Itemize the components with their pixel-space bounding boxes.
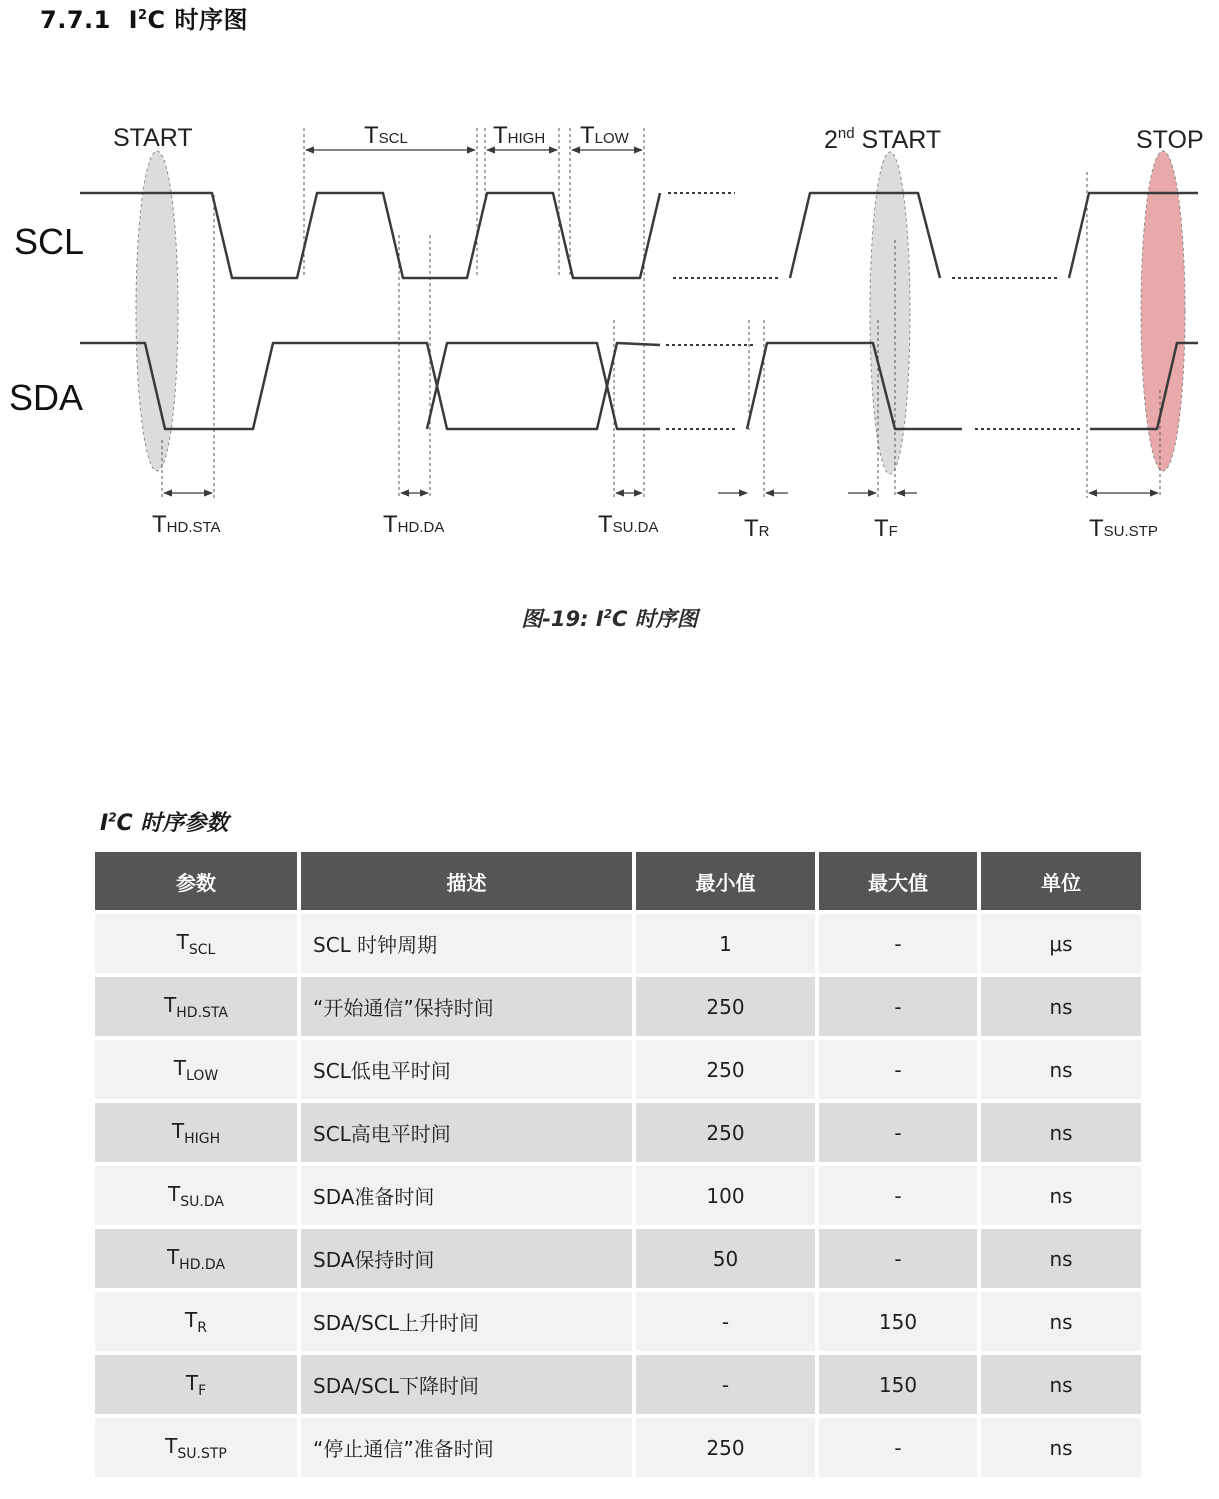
caption-sup: 2 — [603, 607, 613, 621]
timing-parameters-table — [91, 848, 1145, 1481]
cell-min: 1 — [636, 914, 815, 973]
cell-param: $T_{HIGH}$ — [95, 1103, 297, 1162]
t-r-t: T — [744, 515, 759, 542]
t-hd-sta-sub: HD.STA — [166, 519, 221, 536]
table-title — [100, 806, 228, 837]
table-row — [95, 1040, 1141, 1099]
cell-max: - — [819, 977, 977, 1036]
start-label: START — [113, 124, 193, 152]
cell-min: - — [636, 1355, 815, 1414]
cell-desc: “开始通信”保持时间 — [301, 977, 632, 1036]
sda-waveform — [80, 343, 1198, 429]
cell-desc: SDA/SCL下降时间 — [301, 1355, 632, 1414]
t-high-label — [493, 122, 545, 149]
caption-post: C 时序图 — [612, 607, 698, 631]
t-su-da-t: T — [598, 511, 613, 538]
cell-max: - — [819, 1229, 977, 1288]
section-title-post: C 时序图 — [147, 6, 249, 34]
stop-label: STOP — [1136, 126, 1204, 154]
t-low-t: T — [580, 122, 595, 149]
t-f-sub: F — [888, 523, 898, 540]
cell-min: 250 — [636, 1040, 815, 1099]
cell-desc: SCL高电平时间 — [301, 1103, 632, 1162]
t-hd-sta-t: T — [152, 511, 167, 538]
table-row — [95, 1103, 1141, 1162]
cell-param: $T_{HD.DA}$ — [95, 1229, 297, 1288]
table-title-post: C 时序参数 — [116, 811, 229, 836]
t-hd-da-sub: HD.DA — [397, 519, 445, 536]
cell-min: - — [636, 1292, 815, 1351]
t-hd-sta-label — [152, 511, 221, 538]
header-desc: 描述 — [301, 852, 632, 910]
t-low-label — [580, 122, 630, 149]
section-number: 7.7.1 — [40, 6, 111, 34]
t-f-label — [874, 515, 898, 542]
cell-max: 150 — [819, 1292, 977, 1351]
scl-dotted-gaps — [668, 193, 1060, 278]
cell-max: - — [819, 1166, 977, 1225]
stop-ellipse — [1141, 151, 1185, 471]
cell-param: $T_{SU.DA}$ — [95, 1166, 297, 1225]
cell-unit: μs — [981, 914, 1141, 973]
cell-unit: ns — [981, 1418, 1141, 1477]
t-su-da-label — [598, 511, 659, 538]
caption-pre: 图-19: I — [521, 607, 604, 631]
dashed-reference-lines — [162, 128, 1160, 498]
t-r-sub: R — [758, 523, 770, 540]
t-high-t: T — [493, 122, 508, 149]
cell-min: 100 — [636, 1166, 815, 1225]
header-unit: 单位 — [981, 852, 1141, 910]
cell-max: - — [819, 1103, 977, 1162]
scl-signal-label: SCL — [14, 221, 85, 262]
cell-desc: “停止通信”准备时间 — [301, 1418, 632, 1477]
i2c-timing-diagram — [0, 60, 1219, 560]
second-start-ellipse — [870, 152, 910, 474]
cell-desc: SCL 时钟周期 — [301, 914, 632, 973]
cell-max: - — [819, 1418, 977, 1477]
section-title — [40, 0, 248, 35]
table-row — [95, 1292, 1141, 1351]
cell-min: 250 — [636, 1418, 815, 1477]
start-ellipse — [136, 151, 178, 471]
second-start-text: START — [854, 126, 942, 154]
cell-param: $T_{SCL}$ — [95, 914, 297, 973]
cell-unit: ns — [981, 1103, 1141, 1162]
table-row — [95, 1166, 1141, 1225]
second-start-label — [824, 125, 941, 154]
t-r-label — [744, 515, 770, 542]
t-hd-da-t: T — [383, 511, 398, 538]
second-start-num: 2 — [824, 126, 838, 154]
cell-max: 150 — [819, 1355, 977, 1414]
cell-unit: ns — [981, 1355, 1141, 1414]
table-title-sup: 2 — [108, 810, 117, 825]
cell-min: 50 — [636, 1229, 815, 1288]
t-su-stp-t: T — [1089, 515, 1104, 542]
cell-max: - — [819, 1040, 977, 1099]
header-param: 参数 — [95, 852, 297, 910]
cell-param: $T_F$ — [95, 1355, 297, 1414]
second-start-sup: nd — [837, 125, 855, 142]
sda-signal-label: SDA — [9, 377, 84, 418]
cell-unit: ns — [981, 1229, 1141, 1288]
t-scl-label — [364, 122, 408, 149]
cell-unit: ns — [981, 977, 1141, 1036]
cell-max: - — [819, 914, 977, 973]
cell-desc: SDA/SCL上升时间 — [301, 1292, 632, 1351]
cell-min: 250 — [636, 1103, 815, 1162]
table-row — [95, 977, 1141, 1036]
table-title-pre: I — [100, 811, 109, 836]
cell-desc: SDA保持时间 — [301, 1229, 632, 1288]
cell-desc: SCL低电平时间 — [301, 1040, 632, 1099]
section-title-sup: 2 — [138, 8, 148, 23]
cell-param: $T_{SU.STP}$ — [95, 1418, 297, 1477]
cell-min: 250 — [636, 977, 815, 1036]
cell-param: $T_{LOW}$ — [95, 1040, 297, 1099]
cell-unit: ns — [981, 1292, 1141, 1351]
cell-param: $T_R$ — [95, 1292, 297, 1351]
table-row — [95, 1418, 1141, 1477]
t-f-t: T — [874, 515, 889, 542]
t-su-da-sub: SU.DA — [612, 519, 659, 536]
table-header-row — [95, 852, 1141, 910]
cell-param: $T_{HD.STA}$ — [95, 977, 297, 1036]
t-hd-da-label — [383, 511, 444, 538]
t-high-sub: HIGH — [507, 130, 546, 147]
t-scl-t: T — [364, 122, 379, 149]
t-low-sub: LOW — [594, 130, 629, 147]
table-row — [95, 914, 1141, 973]
t-su-stp-sub: SU.STP — [1103, 523, 1158, 540]
table-row — [95, 1229, 1141, 1288]
t-su-stp-label — [1089, 515, 1158, 542]
scl-waveform — [80, 193, 1198, 278]
header-min: 最小值 — [636, 852, 815, 910]
figure-caption — [0, 603, 1219, 633]
cell-unit: ns — [981, 1166, 1141, 1225]
cell-unit: ns — [981, 1040, 1141, 1099]
t-scl-sub: SCL — [378, 130, 408, 147]
table-row — [95, 1355, 1141, 1414]
section-title-pre: I — [128, 6, 138, 34]
header-max: 最大值 — [819, 852, 977, 910]
cell-desc: SDA准备时间 — [301, 1166, 632, 1225]
